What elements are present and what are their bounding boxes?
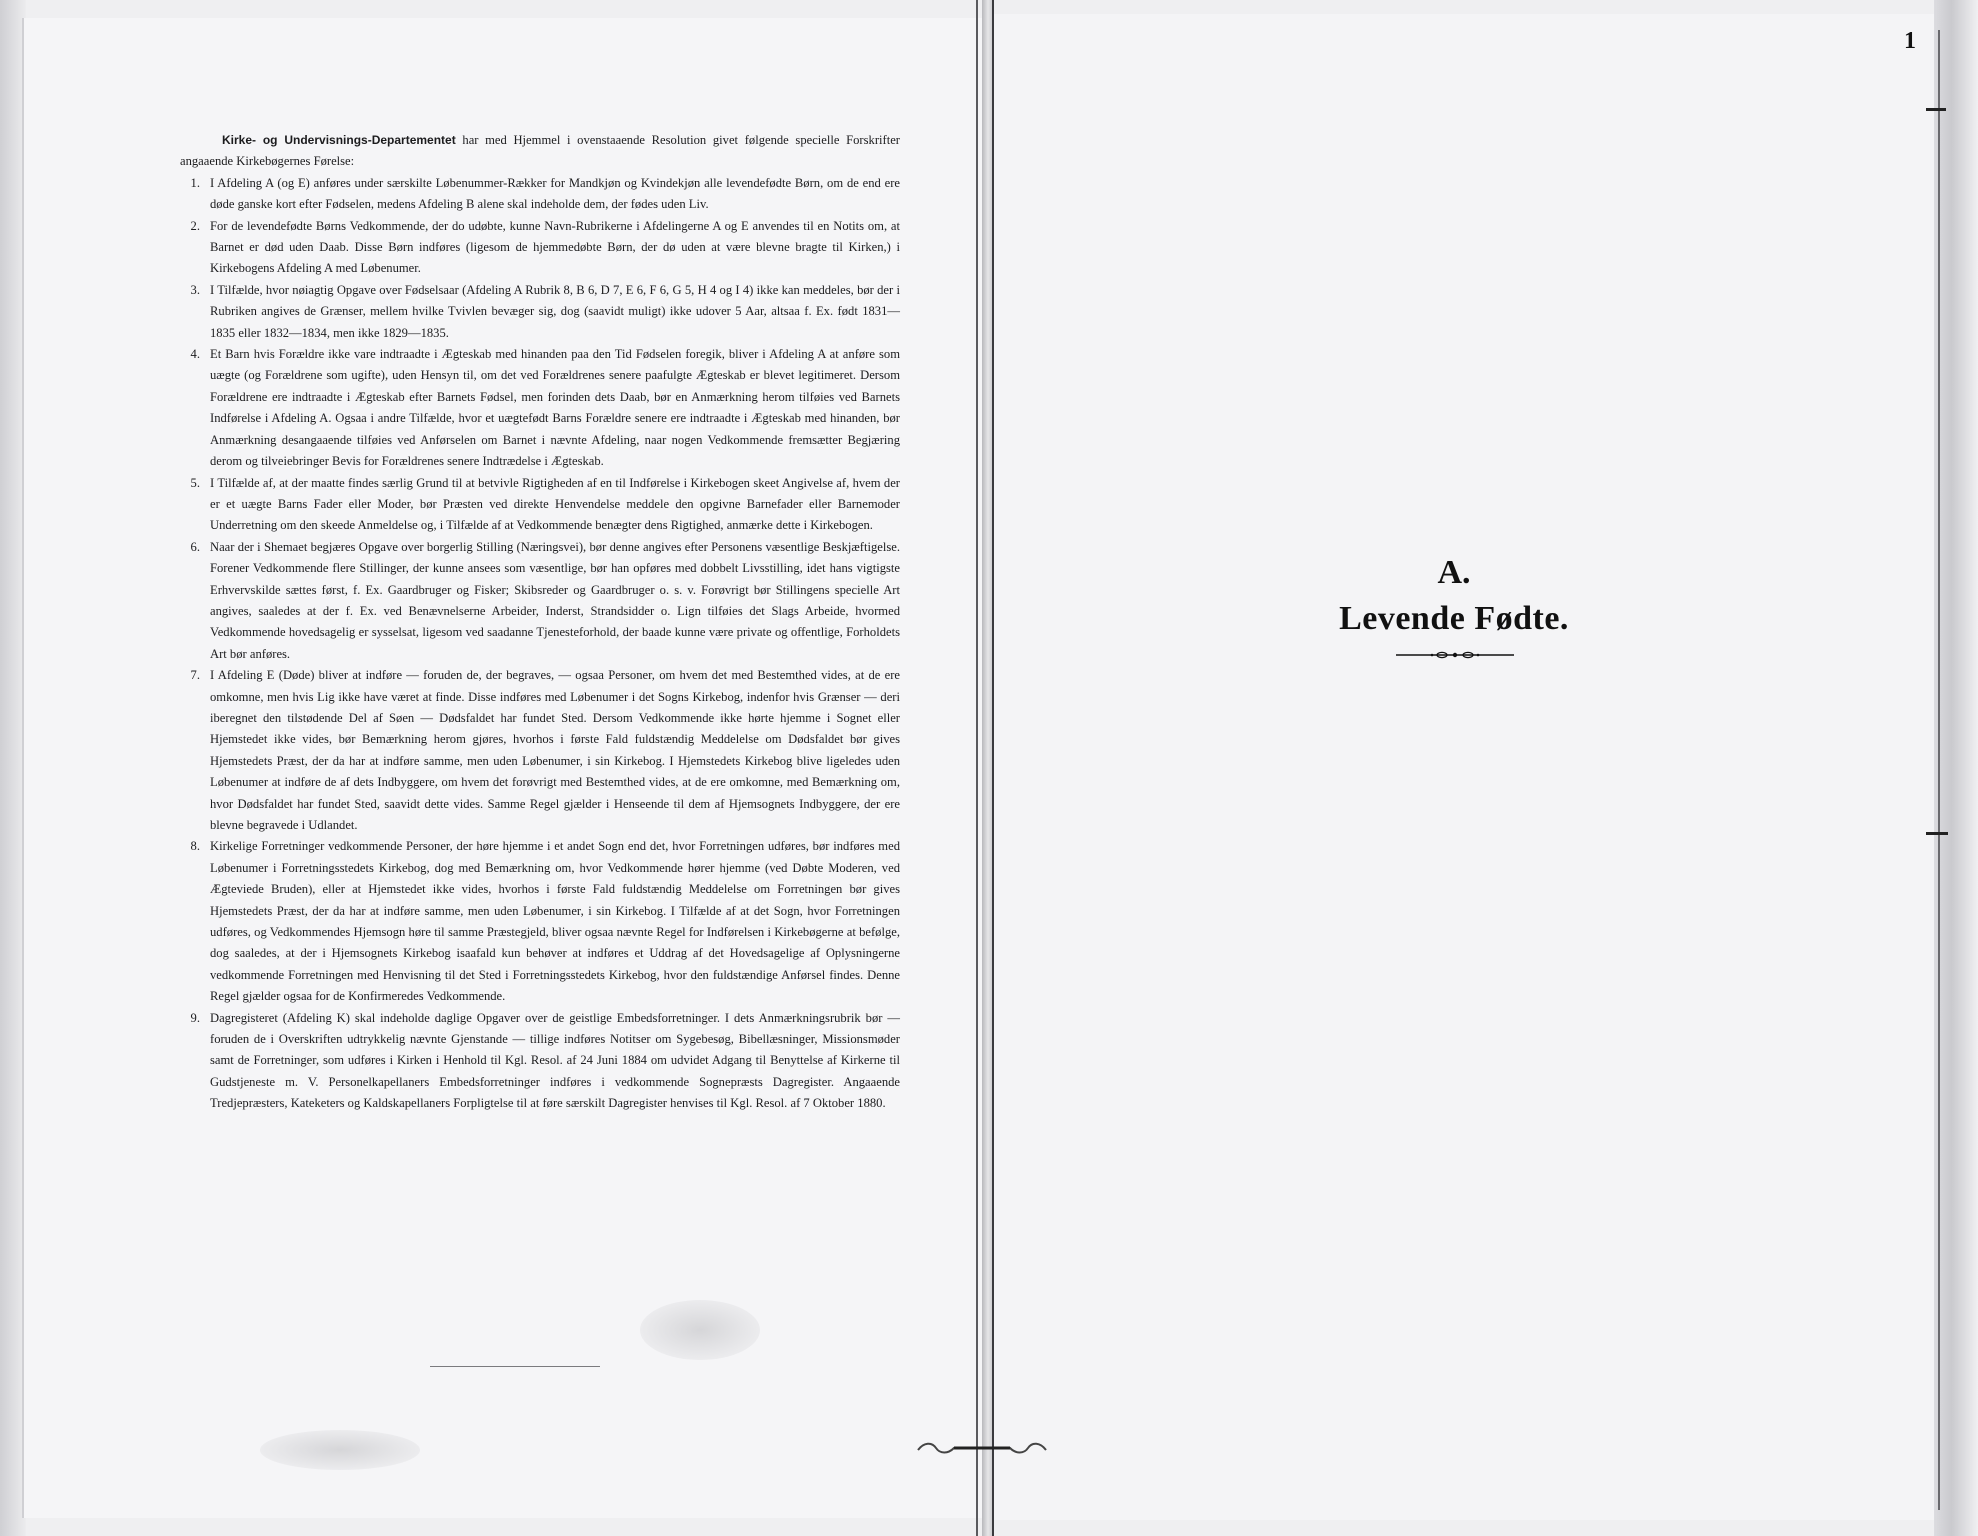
rule-item — [180, 836, 900, 1007]
rule-text: Et Barn hvis Forældre ikke vare indtraadte i Ægteskab med hinanden paa den Tid Fødselen foregik, bliver i Afdeling A at anføre som uægte (og Forældrene som ugifte), uden Hensyn til, om det ved Forældrenes senere paafulgte Ægteskab er blevet legitimeret. Dersom Forældrene ere indtraadte i Ægteskab efter Barnets Fødsel, men forinden dets Daab, bør en Anmærkning herom tilføies ved Barnets Indførelse i Afdeling A. Ogsaa i andre Tilfælde, hvor et uægtefødt Barns Forældre senere ere indtraadte i Ægteskab med hinanden, bør Anmærkning desangaaende tilføies ved Anførselen om Barnet i nævnte Afdeling, naar nogen Vedkommende fremsætter Begjæring derom og tilveiebringer Bevis for Forældrenes senere Indtrædelse i Ægteskab. — [210, 347, 900, 469]
rule-text: For de levendefødte Børns Vedkommende, der do udøbte, kunne Navn-Rubrikerne i Afdelingerne A og E anvendes til en Notits om, at Barnet er død uden Daab. Disse Børn indføres (ligesom de hjemmedøbte Børn, der dø uden at være blevne bragte til Kirken,) i Kirkebogens Afdeling A med Løbenumer. — [210, 218, 900, 276]
right-page-edge — [1934, 0, 1978, 1536]
gutter-ornament — [914, 1436, 1050, 1460]
rule-item — [180, 537, 900, 665]
rule-number: 3. — [190, 282, 200, 297]
rule-item — [180, 473, 900, 537]
rule-item — [180, 665, 900, 836]
page-smudge — [640, 1300, 760, 1360]
title-ornament — [1394, 650, 1516, 660]
section-letter: A. — [1437, 554, 1471, 591]
rule-number: 7. — [190, 668, 200, 683]
page-smudge — [260, 1430, 420, 1470]
rule-number: 4. — [190, 347, 200, 362]
rule-item — [180, 1008, 900, 1115]
rule-number: 5. — [190, 475, 200, 490]
regulations-text — [180, 130, 900, 1115]
rule-item — [180, 173, 900, 216]
rule-text: Naar der i Shemaet begjæres Opgave over borgerlig Stilling (Næringsvei), bør denne angives efter Personens væsentlige Beskjæftigelse. Forener Vedkommende flere Stillinger, der kunne ansees som væsentlige, bør han opføres med dobbelt Livsstilling, idet hans vigtigste Erhvervskilde sættes først, f. Ex. Gaardbruger og Fisker; Skibsreder og Gaardbruger o. s. v. Forøvrigt bør Stillingens specielle Art angives, saaledes at der f. Ex. ved Benævnelserne Arbeider, Inderst, Strandsidder o. Lign tilføies det Slags Arbeide, hvormed Vedkommende hovedsagelig er sysselsat, ligesom ved saadanne Tjenesteforhold, der baade kunne være private og offentlige, Forholdets Art bør anføres. — [210, 539, 900, 661]
rule-number: 9. — [190, 1010, 200, 1025]
rule-text: I Tilfælde, hvor nøiagtig Opgave over Fødselsaar (Afdeling A Rubrik 8, B 6, D 7, E 6, F 6, G 5, H 4 og I 4) ikke kan meddeles, bør der i Rubriken angives de Grænser, mellem hvilke Tvivlen bevæger sig, dog (saavidt muligt) ikke udover 5 Aar, altsaa f. Ex. født 1831—1835 eller 1832—1834, men ikke 1829—1835. — [210, 282, 900, 340]
edge-tab-mark — [1926, 832, 1948, 835]
closing-rule-line — [430, 1366, 600, 1367]
page-number: 1 — [1904, 28, 1916, 54]
rule-text: Dagregisteret (Afdeling K) skal indeholde daglige Opgaver over de geistlige Embedsforretninger. I dets Anmærkningsrubrik bør — foruden de i Overskriften udtrykkelig nævnte Gjenstande — tillige indføres Notitser om Sygebesøg, Bibellæsninger, Missionsmøder samt de Forretninger, som udføres i Kirken i Henhold til Kgl. Resol. af 24 Juni 1884 om udvidet Adgang til Benyttelse af Kirkerne til Gudstjeneste m. V. Personelkapellaners Embedsforretninger indføres i vedkommende Sognepræsts Dagregister. Angaaende Tredjepræsters, Kateketers og Kaldskapellaners Forpligtelse til at føre særskilt Dagregister henvises til Kgl. Resol. af 7 Oktober 1880. — [210, 1010, 900, 1111]
rule-item — [180, 344, 900, 472]
rule-text: I Afdeling E (Døde) bliver at indføre — foruden de, der begraves, — ogsaa Personer, om hvem det med Bestemthed vides, at de ere omkomne, men hvis Lig ikke have været at finde. Disse indføres med Løbenumer i det Sogns Kirkebog, indenfor hvis Grænser — deri iberegnet den tilstødende Del af Søen — Dødsfaldet har fundet Sted. Dersom Vedkommende ikke hørte hjemme i Sognet eller Hjemstedet ikke vides, bør Bemærkning herom gjøres, hvorhos i første Fald fuldstændig Meddelelse om Dødsfaldet bør gives Hjemstedets Præst, der da har at indføre samme, men uden Løbenumer, i sin Kirkebog. I Hjemstedets Kirkebog blive ligeledes uden Løbenumer at indføre de af dets Indbyggere, om hvem det forøvrigt med Bestemthed vides, at de ere omkomne, med Bemærkning om, hvor Dødsfaldet har fundet Sted, saavidt dette vides. Samme Regel gjælder i Henseende til dem af Hjemsognets Indbyggere, der ere blevne begravede i Udlandet. — [210, 668, 900, 832]
rule-text: I Afdeling A (og E) anføres under særskilte Løbenummer-Rækker for Mandkjøn og Kvindekjøn alle levendefødte Børn, om de end ere døde ganske kort efter Fødselen, medens Afdeling B alene skal indeholde dem, der fødes uden Liv. — [210, 175, 900, 212]
rule-item — [180, 216, 900, 280]
intro-text: har med Hjemmel i ovenstaaende Resolution givet følgende specielle Forskrifter angaaende Kirkebøgernes Førelse: — [180, 133, 900, 169]
edge-tab-mark — [1926, 108, 1946, 111]
rule-number: 8. — [190, 839, 200, 854]
rule-number: 6. — [190, 539, 200, 554]
gutter-line-left — [976, 0, 978, 1536]
rule-item — [180, 280, 900, 344]
rule-text: I Tilfælde af, at der maatte findes særlig Grund til at betvivle Rigtigheden af en til Indførelse i Kirkebogen skeet Angivelse af, hvem der er et uægte Barns Fader eller Moder, bør Præsten ved direkte Henvendelse meddele den opgivne Barnefader eller Barnemoder Underretning om den skeede Anmeldelse og, i Tilfælde af at Vedkommende benægter dens Rigtighed, anmærke dette i Kirkebogen. — [210, 475, 900, 533]
rule-number: 2. — [190, 218, 200, 233]
rule-number: 1. — [190, 175, 200, 190]
rule-text: Kirkelige Forretninger vedkommende Personer, der høre hjemme i et andet Sogn end det, hvor Forretningen udføres, bør indføres med Løbenumer i Forretningsstedets Kirkebog, dog med Bemærkning om, hvor Vedkommende hører hjemme (ved Døbte Moderen, ved Ægteviede Bruden), eller at Hjemstedet ikke vides, hvorhos i første Fald fuldstændig Meddelelse om Forretningen bør gives Hjemstedets Præst, der da har at indføre samme, men uden Løbenumer, i sin Kirkebog. I Tilfælde af at det Sogn, hvor Forretningen udføres, og Vedkommendes Hjemsogn høre til samme Præstegjeld, bliver ogsaa nævnte Regel for Indførelsen i Kirkebøgerne at befølge, dog saaledes, at der i Hjemsognets Kirkebog isaafald kun behøver at indføres et Uddrag af det Hovedsagelige af Oplysningerne vedkommende Forretningen med Henvisning til det Sted i Forretningsstedets Kirkebog, hvor den fuldstændige Anførsel findes. Denne Regel gjælder ogsaa for de Konfirmeredes Vedkommende. — [210, 839, 900, 1004]
department-name: Kirke- og Undervisnings-Departementet — [222, 133, 456, 147]
right-page — [994, 14, 1934, 1520]
section-title: Levende Fødte. — [1339, 600, 1569, 637]
intro-paragraph — [180, 130, 900, 173]
right-edge-line — [1938, 30, 1940, 1510]
rules-list — [180, 173, 900, 1115]
